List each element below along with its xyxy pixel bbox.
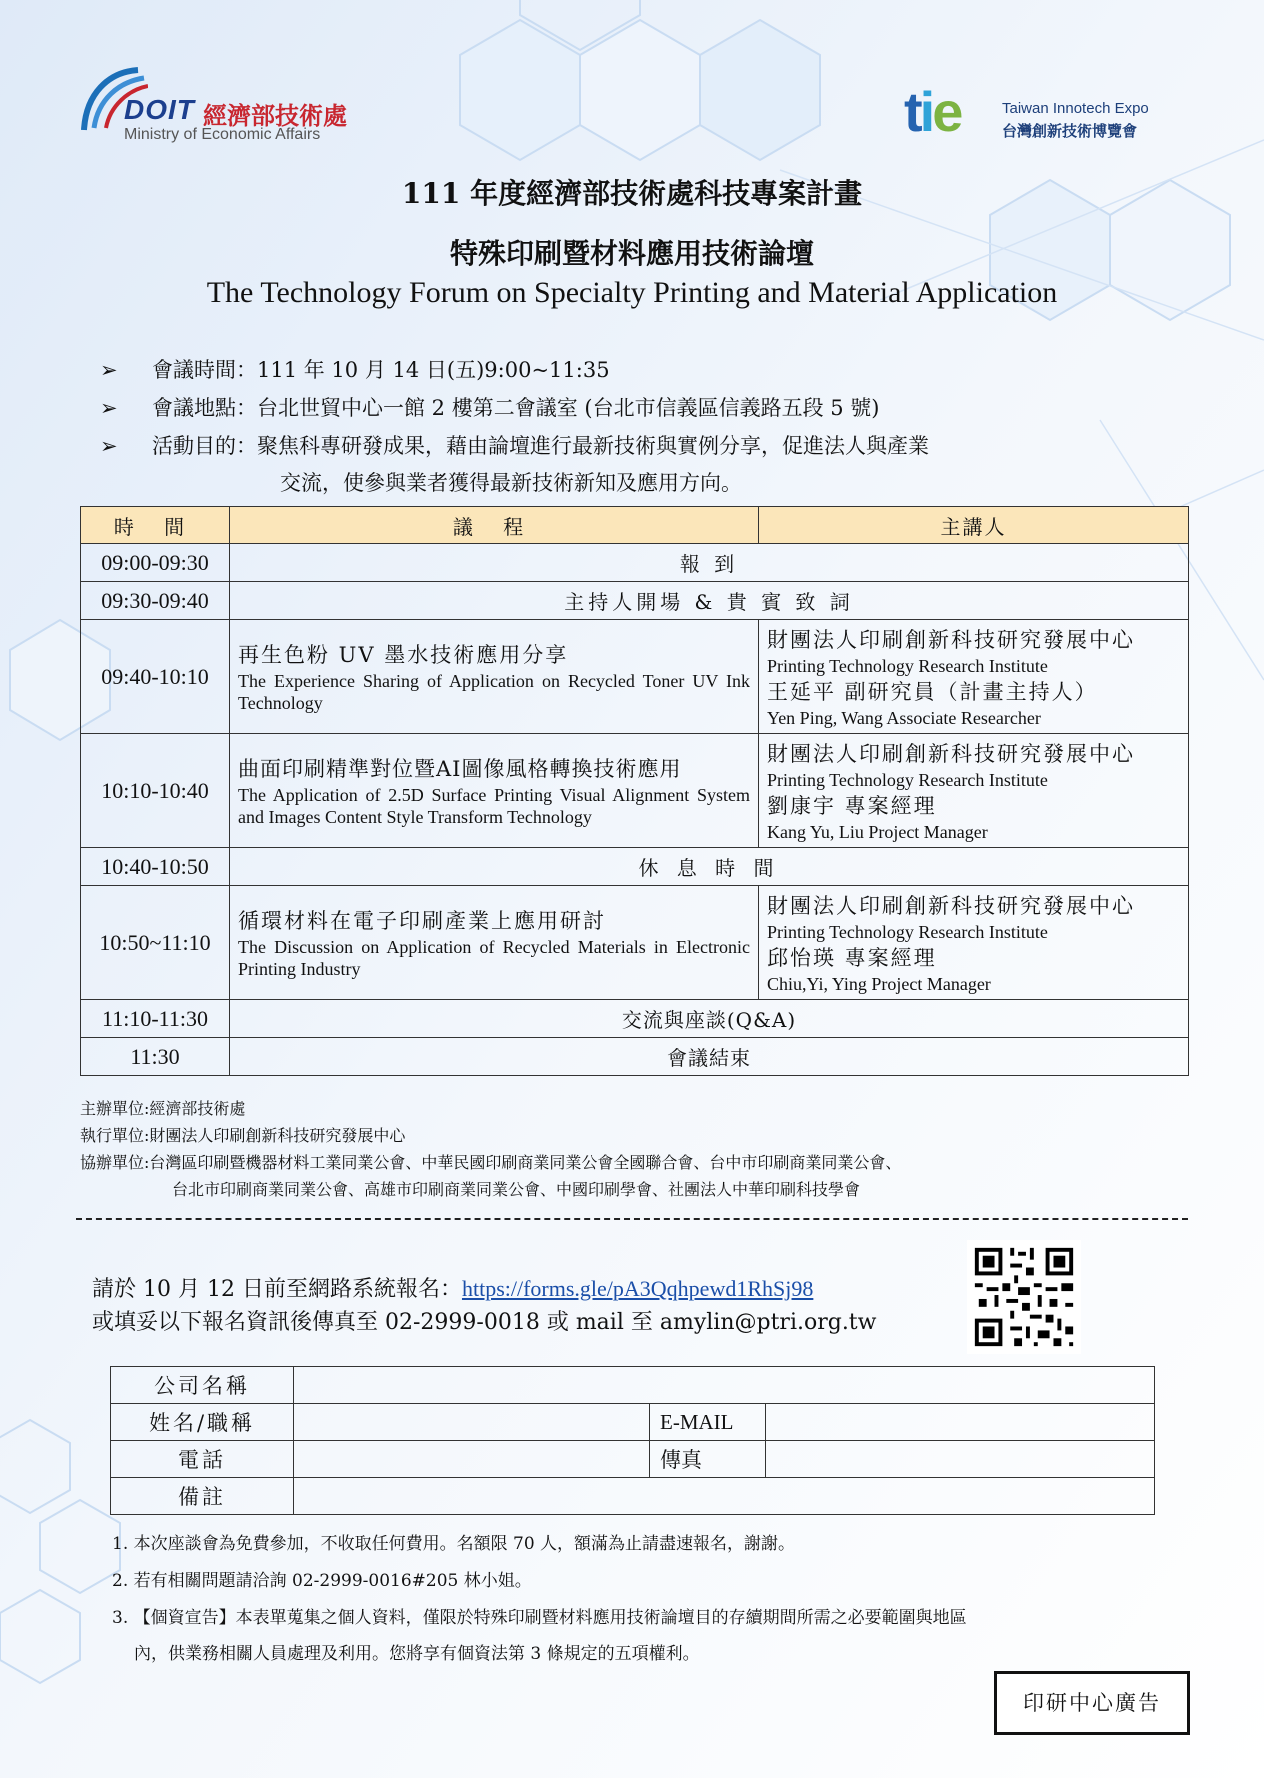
label-remark: 備註: [111, 1478, 294, 1515]
form-row: [111, 1404, 1155, 1441]
row-item: 會議結束: [230, 1038, 1189, 1076]
doit-chinese-name: 經濟部技術處: [203, 102, 347, 130]
doit-logo: [78, 64, 358, 148]
topic-english: The Discussion on Application of Recycled Materials in Electronic Printing Industry: [238, 936, 750, 979]
speaker-name-english: Chiu,Yi, Ying Project Manager: [767, 973, 991, 994]
note-3: 3. 【個資宣告】本表單蒐集之個人資料，僅限於特殊印刷暨材料應用技術論壇目的存續期間所需之必要範圍與地區: [112, 1608, 967, 1628]
table-row: [81, 734, 1189, 848]
row-topic: [230, 734, 759, 848]
table-row: [81, 582, 1189, 620]
speaker-name-chinese: 劉康宇 專案經理: [767, 793, 937, 818]
organizer-host: 主辦單位:經濟部技術處: [80, 1099, 246, 1118]
row-time: 10:10-10:40: [81, 734, 230, 848]
info-venue: [100, 392, 879, 422]
speaker-org-chinese: 財團法人印刷創新科技研究發展中心: [767, 627, 1135, 652]
speaker-name-chinese: 邱怡瑛 專案經理: [767, 945, 937, 970]
row-time: 09:00-09:30: [81, 544, 230, 582]
tie-logo: [900, 80, 1190, 148]
label-fax: 傳真: [650, 1441, 766, 1478]
topic-chinese: 循環材料在電子印刷產業上應用研討: [238, 908, 606, 933]
title-program: 111 年度經濟部技術處科技專案計畫: [401, 177, 863, 210]
doit-english-name: Ministry of Economic Affairs: [124, 126, 321, 143]
tie-mark: tie: [904, 80, 961, 143]
info-purpose: [100, 430, 929, 460]
registration-line1: [92, 1272, 813, 1303]
qr-code-icon[interactable]: [967, 1240, 1081, 1354]
row-item: 主持人開場 & 貴 賓 致 詞: [230, 582, 1189, 620]
info-purpose-continuation: 交流，使參與業者獲得最新技術新知及應用方向。: [280, 471, 742, 495]
row-time: 09:30-09:40: [81, 582, 230, 620]
row-item: 報 到: [230, 544, 1189, 582]
row-item: 交流與座談(Q&A): [230, 1000, 1189, 1038]
arrow-bullet-icon: ➢: [100, 396, 118, 420]
field-company[interactable]: [294, 1367, 1155, 1404]
table-row: [81, 1000, 1189, 1038]
agenda-header-row: [81, 507, 1189, 544]
tie-english-name: Taiwan Innotech Expo: [1002, 100, 1149, 117]
organizer-co-line2: 台北市印刷商業同業公會、高雄市印刷商業同業公會、中國印刷學會、社團法人中華印刷科技學會: [172, 1180, 861, 1199]
tie-chinese-name: 台灣創新技術博覽會: [1002, 122, 1138, 140]
field-fax[interactable]: [766, 1441, 1155, 1478]
speaker-org-english: Printing Technology Research Institute: [767, 921, 1048, 942]
title-forum-english: The Technology Forum on Specialty Printing and Material Application: [206, 276, 1058, 309]
row-time: 09:40-10:10: [81, 620, 230, 734]
row-time: 11:10-11:30: [81, 1000, 230, 1038]
form-row: [111, 1441, 1155, 1478]
topic-english: The Application of 2.5D Surface Printing Visual Alignment System and Images Content Style Transform Technology: [238, 784, 750, 827]
speaker-name-english: Kang Yu, Liu Project Manager: [767, 821, 988, 842]
table-row: [81, 1038, 1189, 1076]
field-remark[interactable]: [294, 1478, 1155, 1515]
registration-line2: 或填妥以下報名資訊後傳真至 02-2999-0018 或 mail 至 amylin@ptri.org.tw: [92, 1310, 877, 1335]
label-company: 公司名稱: [111, 1367, 294, 1404]
organizer-co-line1: 協辦單位:台灣區印刷暨機器材料工業同業公會、中華民國印刷商業同業公會全國聯合會、台中市印刷商業同業公會、: [80, 1153, 902, 1172]
header-time: 時 間: [81, 507, 230, 544]
field-name-title[interactable]: [294, 1404, 650, 1441]
registration-link[interactable]: https://forms.gle/pA3Qqhpewd1RhSj98: [461, 1276, 814, 1301]
arrow-bullet-icon: ➢: [100, 434, 118, 458]
speaker-org-english: Printing Technology Research Institute: [767, 769, 1048, 790]
agenda-table: [80, 506, 1189, 1076]
organizer-executor: 執行單位:財團法人印刷創新科技研究發展中心: [80, 1126, 406, 1145]
note-1: 1. 本次座談會為免費參加，不收取任何費用。名額限 70 人，額滿為止請盡速報名，謝謝。: [112, 1534, 796, 1554]
topic-chinese: 曲面印刷精準對位暨AI圖像風格轉換技術應用: [238, 756, 682, 781]
row-time: 10:50~11:10: [81, 886, 230, 1000]
row-speaker: [759, 734, 1189, 848]
arrow-bullet-icon: ➢: [100, 358, 118, 382]
note-2: 2. 若有相關問題請洽詢 02-2999-0016#205 林小姐。: [112, 1571, 532, 1591]
row-item: 休 息 時 間: [230, 848, 1189, 886]
field-phone[interactable]: [294, 1441, 650, 1478]
speaker-org-english: Printing Technology Research Institute: [767, 655, 1048, 676]
field-email[interactable]: [766, 1404, 1155, 1441]
info-purpose-text: 活動目的：聚焦科專研發成果，藉由論壇進行最新技術與實例分享，促進法人與產業: [152, 434, 929, 458]
cut-line-divider: [76, 1218, 1188, 1220]
ad-label-box: 印研中心廣告: [994, 1671, 1190, 1735]
speaker-name-chinese: 王延平 副研究員（計畫主持人）: [767, 679, 1098, 704]
row-time: 11:30: [81, 1038, 230, 1076]
speaker-org-chinese: 財團法人印刷創新科技研究發展中心: [767, 741, 1135, 766]
info-date: [100, 354, 610, 384]
label-email: E-MAIL: [650, 1404, 766, 1441]
registration-form: [110, 1366, 1155, 1515]
info-date-text: 會議時間：111 年 10 月 14 日(五)9:00~11:35: [152, 358, 610, 382]
topic-english: The Experience Sharing of Application on Recycled Toner UV Ink Technology: [238, 670, 750, 713]
registration-deadline: 請於 10 月 12 日前至網路系統報名：: [92, 1277, 462, 1302]
row-topic: [230, 886, 759, 1000]
table-row: [81, 886, 1189, 1000]
table-row: [81, 848, 1189, 886]
row-speaker: [759, 886, 1189, 1000]
label-name-title: 姓名/職稱: [111, 1404, 294, 1441]
form-row: [111, 1367, 1155, 1404]
speaker-org-chinese: 財團法人印刷創新科技研究發展中心: [767, 893, 1135, 918]
row-speaker: [759, 620, 1189, 734]
row-topic: [230, 620, 759, 734]
speaker-name-english: Yen Ping, Wang Associate Researcher: [767, 707, 1041, 728]
topic-chinese: 再生色粉 UV 墨水技術應用分享: [238, 642, 569, 667]
table-row: [81, 544, 1189, 582]
doit-mark: DOIT: [124, 94, 195, 125]
note-3-continuation: 內，供業務相關人員處理及利用。您將享有個資法第 3 條規定的五項權利。: [134, 1644, 700, 1664]
form-row: [111, 1478, 1155, 1515]
label-phone: 電話: [111, 1441, 294, 1478]
table-row: [81, 620, 1189, 734]
header-topic: 議 程: [230, 507, 759, 544]
info-venue-text: 會議地點：台北世貿中心一館 2 樓第二會議室 (台北市信義區信義路五段 5 號): [152, 396, 880, 420]
row-time: 10:40-10:50: [81, 848, 230, 886]
header-speaker: 主講人: [759, 507, 1189, 544]
title-forum-chinese: 特殊印刷暨材料應用技術論壇: [449, 237, 814, 270]
